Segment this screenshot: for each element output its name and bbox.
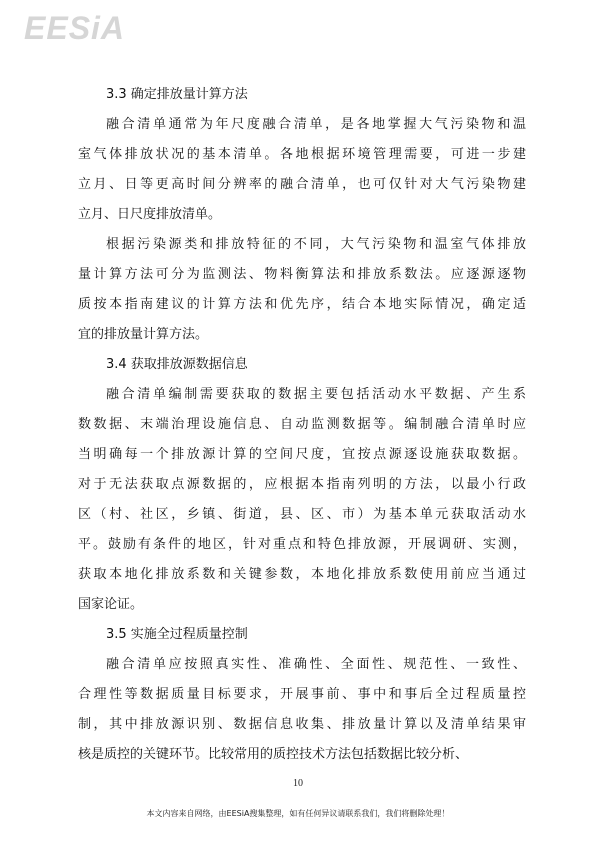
text-line: 融合清单应按照真实性、准确性、全面性、规范性、一致性、 <box>106 657 526 672</box>
section-heading: 3.4 获取排放源数据信息 <box>106 357 248 372</box>
text-line: 获取本地化排放系数和关键参数，本地化排放系数使用前应当通过 <box>78 567 526 582</box>
text-line: 宜的排放量计算方法。 <box>78 327 209 342</box>
document-body <box>78 80 526 770</box>
paragraph <box>78 230 526 350</box>
paragraph <box>78 650 526 770</box>
section-heading: 3.3 确定排放量计算方法 <box>106 87 248 102</box>
footer-disclaimer: 本文内容来自网络，由EESiA搜集整理，如有任何异议请联系我们，我们将删除处理！ <box>146 809 450 818</box>
text-line: 国家论证。 <box>78 597 144 612</box>
text-line: 合理性等数据质量目标要求，开展事前、事中和事后全过程质量控 <box>78 687 526 702</box>
text-line: 制，其中排放源识别、数据信息收集、排放量计算以及清单结果审 <box>78 717 526 732</box>
eesia-logo: EESiA <box>24 10 126 46</box>
text-line: 融合清单编制需要获取的数据主要包括活动水平数据、产生系 <box>106 387 526 402</box>
text-line: 根据污染源类和排放特征的不同，大气污染物和温室气体排放 <box>106 237 526 252</box>
text-line: 对于无法获取点源数据的，应根据本指南列明的方法，以最小行政 <box>78 477 526 492</box>
text-line: 质按本指南建议的计算方法和优先序，结合本地实际情况，确定适 <box>78 297 526 312</box>
text-line: 室气体排放状况的基本清单。各地根据环境管理需要，可进一步建 <box>78 147 526 162</box>
text-line: 融合清单通常为年尺度融合清单，是各地掌握大气污染物和温 <box>106 117 526 132</box>
text-line: 核是质控的关键环节。比较常用的质控技术方法包括数据比较分析、 <box>78 747 469 762</box>
paragraph <box>78 110 526 230</box>
text-line: 数数据、末端治理设施信息、自动监测数据等。编制融合清单时应 <box>78 417 526 432</box>
text-line: 平。鼓励有条件的地区，针对重点和特色排放源，开展调研、实测， <box>78 537 526 552</box>
text-line: 量计算方法可分为监测法、物料衡算法和排放系数法。应逐源逐物 <box>78 267 526 282</box>
text-line: 当明确每一个排放源计算的空间尺度，宜按点源逐设施获取数据。 <box>78 447 526 462</box>
section-heading: 3.5 实施全过程质量控制 <box>106 627 248 642</box>
text-line: 立月、日尺度排放清单。 <box>78 207 222 222</box>
page-number: 10 <box>293 778 303 789</box>
text-line: 立月、日等更高时间分辨率的融合清单，也可仅针对大气污染物建 <box>78 177 526 192</box>
paragraph <box>78 380 526 620</box>
text-line: 区（村、社区，乡镇、街道，县、区、市）为基本单元获取活动水 <box>78 507 526 522</box>
